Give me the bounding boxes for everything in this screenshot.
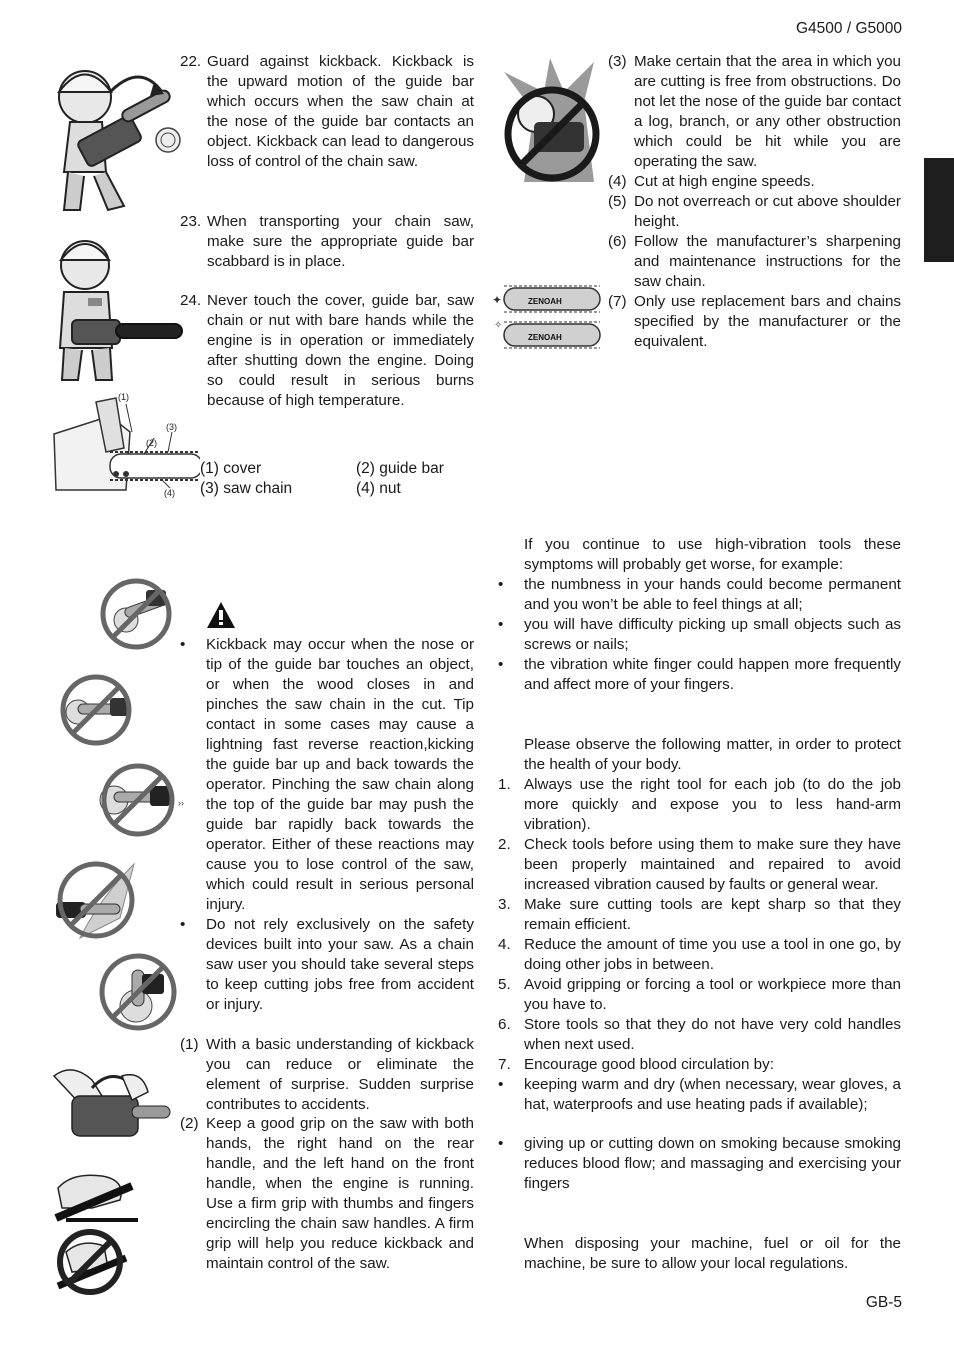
two-hand-grip-illustration xyxy=(52,1056,172,1146)
list-item: (6) Follow the manufacturer’s sharpening and maintenance instructions for the saw chain. xyxy=(608,233,901,290)
circulation-bullet-text: keeping warm and dry (when necessary, wear gloves, a hat, waterproofs and use heating pads if available); xyxy=(524,1076,901,1113)
list-item: 7. Encourage good blood circulation by: xyxy=(498,1056,774,1073)
guide-bar-callout: (2) xyxy=(146,438,157,448)
kickback-operator-illustration xyxy=(50,52,190,217)
list-item: (1) With a basic understanding of kickback you can reduce or eliminate the element of surprise. Sudden surprise contributes to accidents. xyxy=(180,1036,474,1113)
pinch-prohibited-icon xyxy=(56,670,136,750)
bullet: • xyxy=(498,656,504,673)
list-item: 22. Guard against kickback. Kickback is the upward motion of the guide bar which occurs when the saw chain at the nose of the guide bar contacts an object. Kickback can lead to dangerous loss of control of the chain saw. xyxy=(180,53,474,170)
legend-guide-bar: (2) guide bar xyxy=(356,460,444,477)
vibration-bullet-text: the vibration white finger could happen more frequently and affect more of your fingers. xyxy=(524,656,901,693)
list-item: 1. Always use the right tool for each job (to do the job more quickly and expose you to less hand-arm vibration). xyxy=(498,776,901,833)
vibration-intro: If you continue to use high-vibration tools these symptoms will probably get worse, for example: xyxy=(524,536,901,573)
vibration-bullet-text: you will have difficulty picking up small objects such as screws or nails; xyxy=(524,616,901,653)
correct-grip-illustration xyxy=(52,1168,142,1224)
list-item: (7) Only use replacement bars and chains specified by the manufacturer or the equivalent. xyxy=(608,293,901,350)
bar-brand-label: ZENOAH xyxy=(528,333,562,342)
list-item: 23. When transporting your chain saw, make sure the appropriate guide bar scabbard is in place. xyxy=(180,213,474,270)
replacement-bars-illustration xyxy=(490,280,604,352)
vibration-bullet-text: the numbness in your hands could become permanent and you won’t be able to feel things at all; xyxy=(524,576,901,613)
tip-contact-prohibited-icon xyxy=(96,574,176,654)
bullet: • xyxy=(498,616,504,633)
kickback-reaction-prohibited-icon xyxy=(50,858,140,944)
model-header: G4500 / G5000 xyxy=(796,20,902,37)
cover-callout: (1) xyxy=(118,392,129,402)
list-item: 2. Check tools before using them to make sure they have been properly maintained and repaired to avoid increased vibration caused by faults or general wear. xyxy=(498,836,901,893)
kickback-bullet-text: Kickback may occur when the nose or tip of the guide bar touches an object, or when the wood closes in and pinches the saw chain in the cut. Tip contact in some cases may cause a lightning fast reverse reaction,kicking the guide bar up and back towards the operator. Pinching the saw chain along the top of the guide bar may push the guide bar rapidly back towards the operator. Either of these reactions may cause you to lose control of the saw, which could result in serious personal injury. xyxy=(206,636,474,913)
list-item: (4) Cut at high engine speeds. xyxy=(608,173,815,190)
disposal-text: When disposing your machine, fuel or oil for the machine, be sure to allow your local regulations. xyxy=(524,1235,901,1272)
incorrect-grip-prohibited-icon xyxy=(52,1228,132,1298)
sparkle-icon: ✦ xyxy=(492,293,503,307)
list-item: (5) Do not overreach or cut above shoulder height. xyxy=(608,193,901,230)
nut-callout: (4) xyxy=(164,488,175,498)
bullet: • xyxy=(498,1135,504,1152)
bullet: • xyxy=(498,576,504,593)
circulation-bullet-text: giving up or cutting down on smoking because smoking reduces blood flow; and massaging and exercising your fingers xyxy=(524,1135,901,1192)
list-item: (2) Keep a good grip on the saw with both hands, the right hand on the rear handle, and the left hand on the front handle, when the engine is running. Use a firm grip with thumbs and fingers encircling the chain saw handles. A firm grip will help you reduce kickback and maintain control of the saw. xyxy=(180,1115,474,1272)
warning-icon xyxy=(206,600,236,630)
page-number: GB-5 xyxy=(865,1294,902,1311)
list-item: 4. Reduce the amount of time you use a tool in one go, by doing other jobs in between. xyxy=(498,936,901,973)
sparkle-icon: ✧ xyxy=(494,320,503,331)
list-item: (3) Make certain that the area in which you are cutting is free from obstructions. Do not let the nose of the guide bar contact a log, branch, or any other obstruction which could be hit while you are operating the saw. xyxy=(608,53,901,170)
motion-mark-icon: ›› xyxy=(178,798,184,808)
list-item: 24. Never touch the cover, guide bar, saw chain or nut with bare hands while the engine is in operation or immediately after shutting down the engine. Doing so could result in serious burns because of high temperature. xyxy=(180,292,474,409)
protect-intro: Please observe the following matter, in order to protect the health of your body. xyxy=(524,736,901,773)
scabbard-operator-illustration xyxy=(50,230,190,385)
legend-saw-chain: (3) saw chain xyxy=(200,480,293,497)
list-item: 3. Make sure cutting tools are kept sharp so that they remain efficient. xyxy=(498,896,901,933)
pinch-top-prohibited-icon xyxy=(86,760,186,840)
list-item: 5. Avoid gripping or forcing a tool or workpiece more than you have to. xyxy=(498,976,901,1013)
section-tab xyxy=(924,158,954,262)
legend-nut: (4) nut xyxy=(356,480,401,497)
legend-cover: (1) cover xyxy=(200,460,262,477)
bullet: • xyxy=(180,916,186,933)
saw-chain-callout: (3) xyxy=(166,422,177,432)
obstruction-prohibited-illustration xyxy=(494,52,606,187)
saw-parts-diagram xyxy=(50,392,200,500)
upright-tip-prohibited-icon xyxy=(96,950,180,1034)
bullet: • xyxy=(498,1076,504,1093)
bullet: • xyxy=(180,636,186,653)
list-item: 6. Store tools so that they do not have very cold handles when next used. xyxy=(498,1016,901,1053)
bar-brand-label: ZENOAH xyxy=(528,297,562,306)
kickback-bullet-text: Do not rely exclusively on the safety devices built into your saw. As a chain saw user you should take several steps to keep cutting jobs free from accident or injury. xyxy=(206,916,474,1013)
